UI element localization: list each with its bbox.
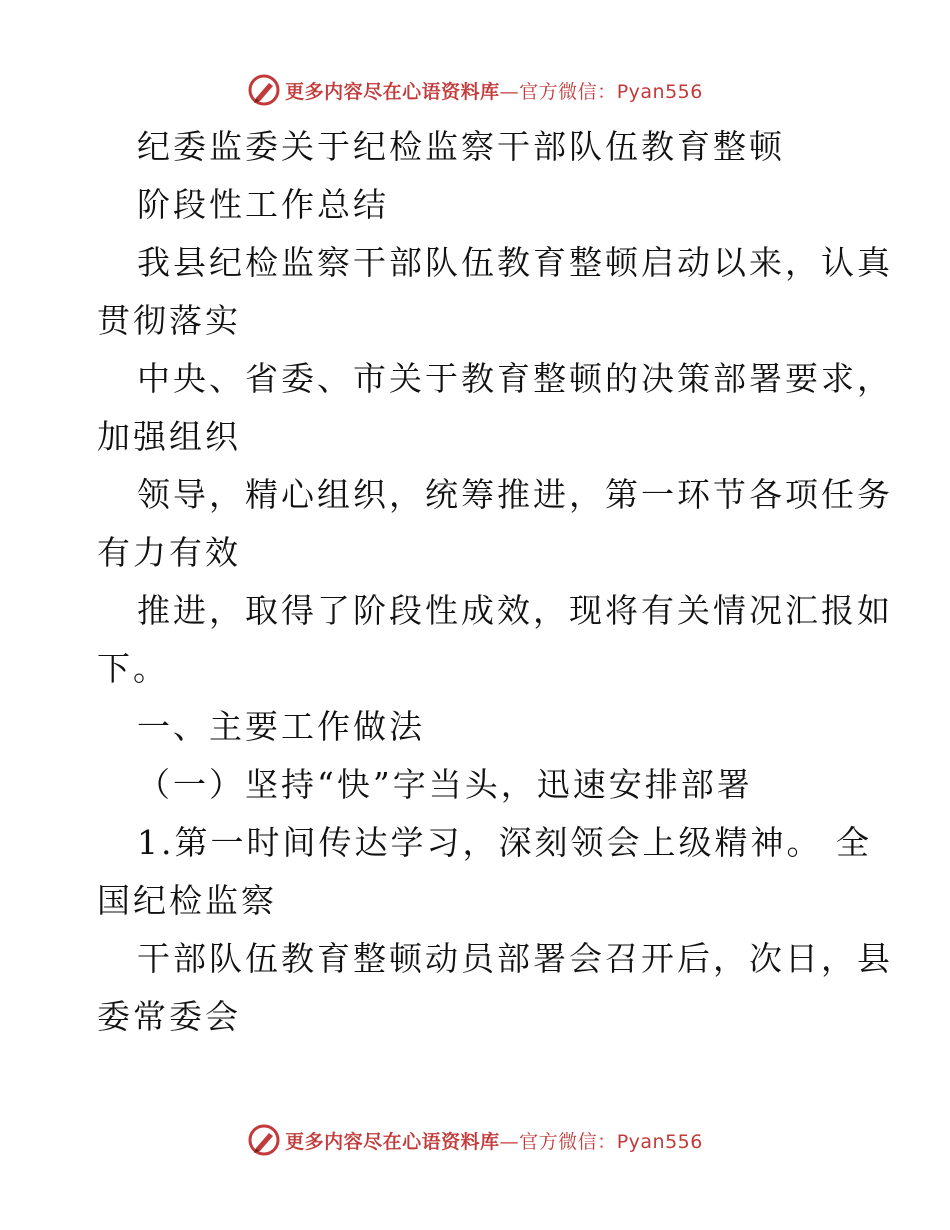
watermark-dash: — [499, 1130, 520, 1153]
text-line: （一）坚持“快”字当头，迅速安排部署 [137, 765, 753, 804]
text-line: 中央、省委、市关于教育整顿的决策部署要求， [137, 359, 893, 398]
text-line: 一、主要工作做法 [137, 707, 425, 746]
text-line: 1.第一时间传达学习，深刻领会上级精神。 全 [137, 823, 872, 862]
text-line: 干部队伍教育整顿动员部署会召开后，次日，县 [137, 939, 893, 978]
watermark-label: 官方微信： [519, 80, 617, 103]
header-watermark [0, 70, 950, 110]
text-line: 领导，精心组织，统筹推进，第一环节各项任务 [137, 475, 893, 514]
watermark-id: Pyan556 [616, 1130, 703, 1153]
text-line: 纪委监委关于纪检监察干部队伍教育整顿 [137, 127, 785, 166]
watermark-text [285, 77, 703, 104]
watermark-dash: — [499, 80, 520, 103]
text-line: 有力有效 [97, 533, 241, 572]
text-line: 阶段性工作总结 [137, 185, 389, 224]
pen-logo-icon [247, 73, 281, 107]
watermark-id: Pyan556 [616, 80, 703, 103]
pen-logo-icon [247, 1123, 281, 1157]
text-line: 推进，取得了阶段性成效，现将有关情况汇报如 [137, 591, 893, 630]
watermark-main: 更多内容尽在心语资料库 [285, 1130, 500, 1153]
text-line: 委常委会 [97, 997, 241, 1036]
watermark-text [285, 1127, 703, 1154]
text-line: 贯彻落实 [97, 301, 241, 340]
footer-watermark [0, 1120, 950, 1160]
text-line: 加强组织 [97, 417, 241, 456]
watermark-main: 更多内容尽在心语资料库 [285, 80, 500, 103]
document-body [97, 118, 893, 1046]
watermark-label: 官方微信： [519, 1130, 617, 1153]
text-line: 国纪检监察 [97, 881, 277, 920]
text-line: 下。 [97, 649, 169, 688]
text-line: 我县纪检监察干部队伍教育整顿启动以来，认真 [137, 243, 893, 282]
